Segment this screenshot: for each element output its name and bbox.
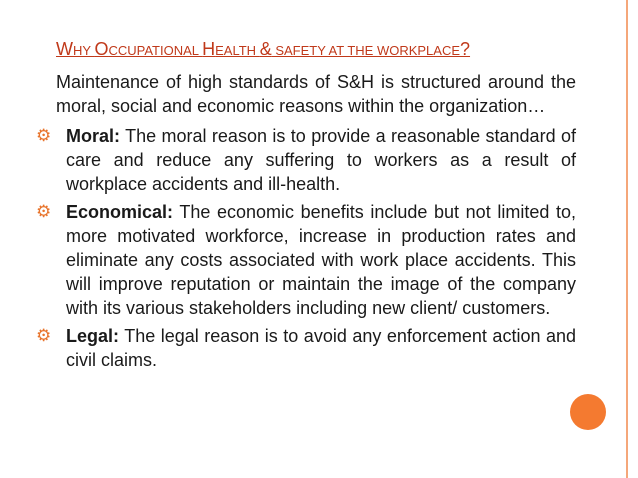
gear-bullet-icon: ⚙ (36, 326, 52, 346)
title-part: ? (460, 39, 471, 59)
intro-paragraph: Maintenance of high standards of S&H is structured around the moral, social and economic reasons within the organization… (56, 72, 576, 116)
slide-right-border (626, 0, 628, 478)
bullet-term: Legal: (66, 326, 120, 346)
bullet-item-legal (36, 324, 576, 372)
bullet-text: The economic benefits include but not limited to, more motivated workforce, increase in production rates and eliminate any costs associated with work place accidents. This will improve reputation or maintain the image of the company with its various stakeholders including new client/ customers. (66, 202, 576, 318)
bullet-term: Economical: (66, 202, 174, 222)
orange-circle-decoration (570, 394, 606, 430)
title-part: HEALTH (202, 39, 260, 59)
title-part: WHY (56, 39, 95, 59)
bullet-term: Moral: (66, 126, 120, 146)
title-part: OCCUPATIONAL (94, 39, 203, 59)
slide-title (56, 38, 576, 62)
title-part: & SAFETY AT THE WORKPLACE (259, 39, 461, 59)
bullet-list (36, 124, 576, 376)
bullet-text: The moral reason is to provide a reasonable standard of care and reduce any suffering to workers as a result of workplace accidents and ill-health. (66, 126, 576, 194)
bullet-item-economical (36, 200, 576, 320)
gear-bullet-icon: ⚙ (36, 202, 52, 222)
bullet-text: The legal reason is to avoid any enforcement action and civil claims. (66, 326, 576, 370)
bullet-item-moral (36, 124, 576, 196)
gear-bullet-icon: ⚙ (36, 126, 52, 146)
